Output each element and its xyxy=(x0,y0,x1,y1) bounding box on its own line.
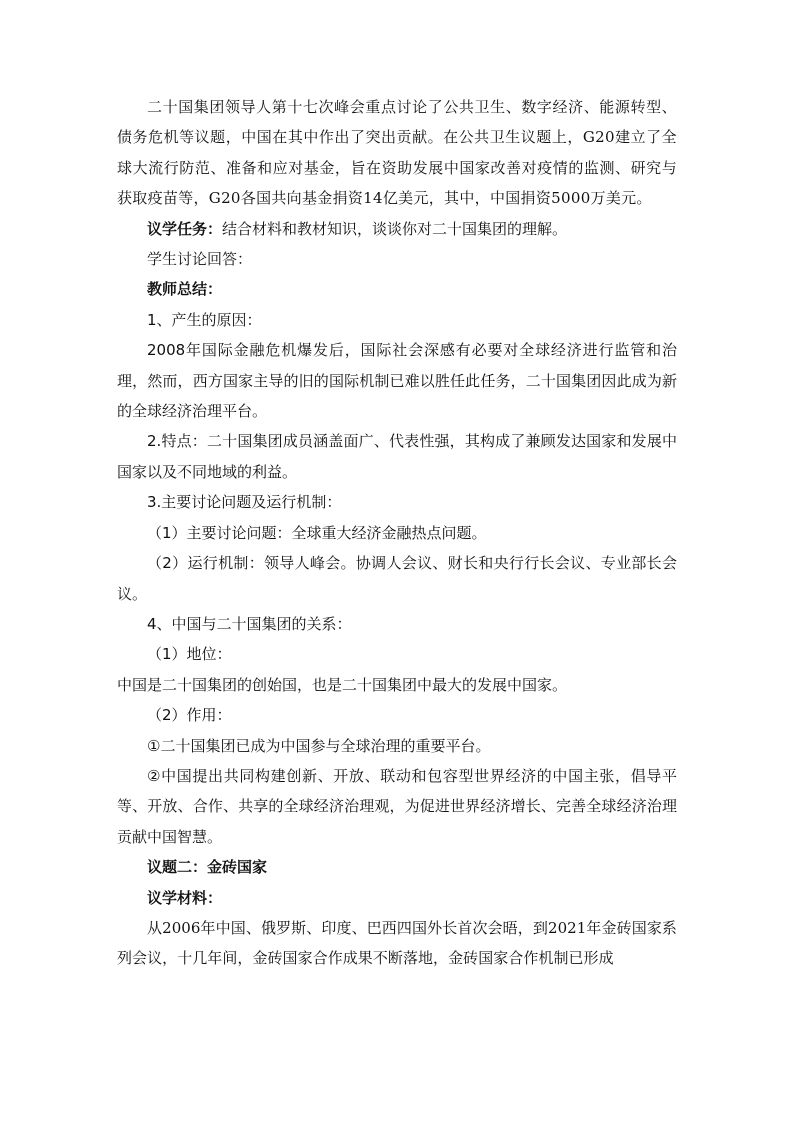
topic-2-heading: 议题二：金砖国家 xyxy=(147,858,268,877)
section-3-item-2: （2）运行机制：领导人峰会。协调人会议、财长和央行行长会议、专业部长会议。 xyxy=(117,554,677,603)
section-3-item-1: （1）主要讨论问题：全球重大经济金融热点问题。 xyxy=(147,523,487,542)
teacher-summary-heading: 教师总结： xyxy=(147,280,223,299)
section-4-sub-1: （1）地位： xyxy=(147,645,232,664)
material-paragraph: 二十国集团领导人第十七次峰会重点讨论了公共卫生、数字经济、能源转型、债务危机等议题，中国在其中作出了突出贡献。在公共卫生议题上，G20建立了全球大流行防范、准备和应对基金，旨在资助发展中国家改善对疫情的监测、研究与获取疫苗等，G20各国共向基金捐资14亿美元，其中，中国捐资5000万美元。 xyxy=(117,98,677,208)
section-1-body: 2008年国际金融危机爆发后，国际社会深感有必要对全球经济进行监管和治理，然而，西方国家主导的旧的国际机制已难以胜任此任务，二十国集团因此成为新的全球经济治理平台。 xyxy=(117,341,677,421)
student-discussion: 学生讨论回答： xyxy=(147,250,253,269)
section-4-sub-1-body: 中国是二十国集团的创始国，也是二十国集团中最大的发展中国家。 xyxy=(117,675,568,694)
section-3-heading: 3.主要讨论问题及运行机制： xyxy=(147,493,342,512)
section-1-heading: 1、产生的原因： xyxy=(147,310,262,329)
task-text: 结合材料和教材知识，谈谈你对二十国集团的理解。 xyxy=(222,219,568,238)
task-label: 议学任务： xyxy=(147,219,223,238)
section-4-sub-2: （2）作用： xyxy=(147,706,232,725)
section-4-sub-2-point-1: ①二十国集团已成为中国参与全球治理的重要平台。 xyxy=(147,736,491,755)
material-heading: 议学材料： xyxy=(147,888,223,907)
section-4-heading: 4、中国与二十国集团的关系： xyxy=(147,614,352,633)
material-paragraph-2: 从2006年中国、俄罗斯、印度、巴西四国外长首次会晤，到2021年金砖国家系列会议，十几年间，金砖国家合作成果不断落地，金砖国家合作机制已形成 xyxy=(117,918,677,968)
task-paragraph xyxy=(117,214,677,244)
section-2-body: 2.特点：二十国集团成员涵盖面广、代表性强，其构成了兼顾发达国家和发展中国家以及不同地域的利益。 xyxy=(117,432,677,481)
section-4-sub-2-point-2: ②中国提出共同构建创新、开放、联动和包容型世界经济的中国主张，倡导平等、开放、合作、共享的全球经济治理观，为促进世界经济增长、完善全球经济治理贡献中国智慧。 xyxy=(117,766,677,846)
document-page xyxy=(117,92,677,974)
